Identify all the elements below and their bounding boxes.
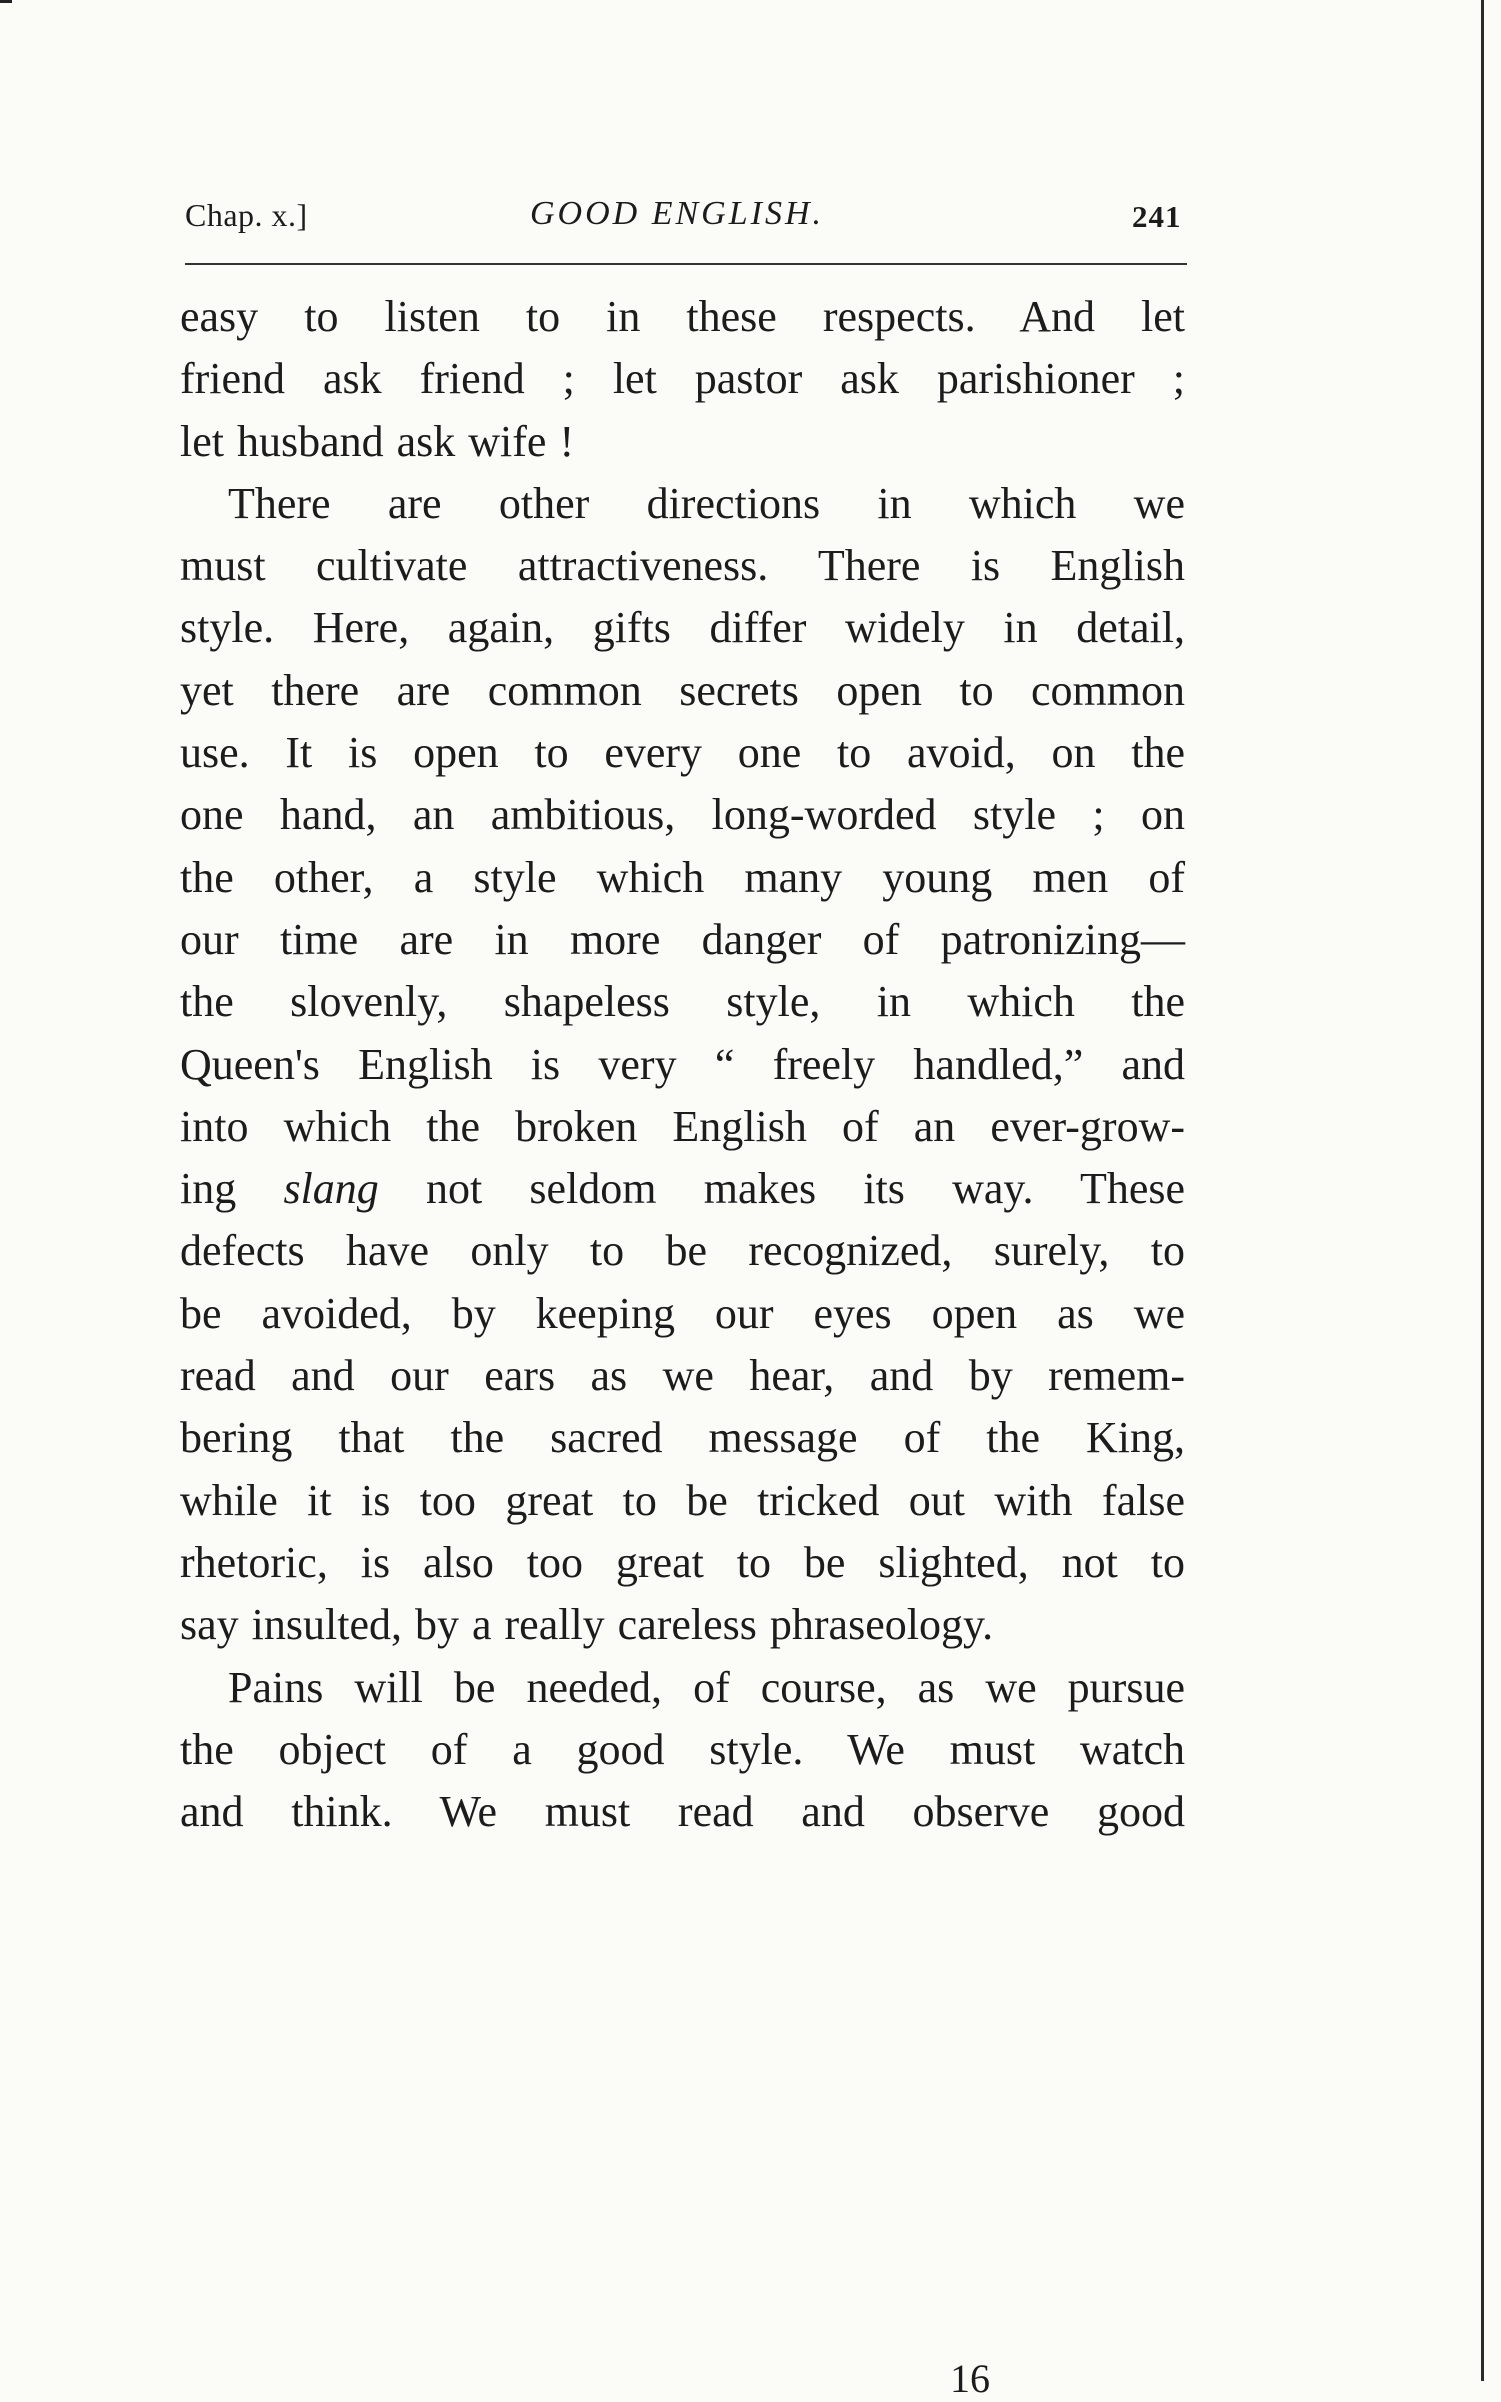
text-line: read and our ears as we hear, and by remem- [180,1351,1185,1401]
text-line: Pains will be needed, of course, as we pursue [228,1662,1185,1712]
text-line: the object of a good style. We must watch [180,1724,1185,1774]
text-line: our time are in more danger of patronizing— [180,914,1185,964]
text-line: while it is too great to be tricked out with false [180,1475,1185,1525]
text-line: Queen's English is very “ freely handled,” and [180,1039,1185,1089]
text-line: the other, a style which many young men of [180,852,1185,902]
page-number: 241 [1132,199,1182,234]
text-line: easy to listen to in these respects. And let [180,292,1185,341]
text-line: friend ask friend ; let pastor ask parishioner ; [180,354,1185,404]
text-line: There are other directions in which we [228,478,1185,528]
chapter-label: Chap. x.] [185,197,308,233]
italic-word: slang [283,1164,379,1214]
text-line: the slovenly, shapeless style, in which the [180,977,1185,1027]
text-line: yet there are common secrets open to common [180,665,1185,715]
text-line: into which the broken English of an ever-grow- [180,1101,1185,1151]
text-line: one hand, an ambitious, long-worded style ; on [180,790,1185,840]
text-line: bering that the sacred message of the King, [180,1413,1185,1463]
text-line: say insulted, by a really careless phraseology. [180,1600,994,1650]
text-line-with-italic [180,1158,1185,1220]
text-line: rhetoric, is also too great to be slighted, not to [180,1537,1185,1587]
text-line: be avoided, by keeping our eyes open as we [180,1288,1185,1338]
running-title: GOOD ENGLISH. [530,195,824,232]
running-header [0,195,1501,239]
text-line: and think. We must read and observe good [180,1787,1185,1837]
text-line: must cultivate attractiveness. There is English [180,541,1185,591]
page-edge-right [1481,0,1484,2381]
text-line: use. It is open to every one to avoid, on the [180,728,1185,778]
signature-mark: 16 [950,2356,990,2401]
text-line: defects have only to be recognized, surely, to [180,1226,1185,1276]
scan-mark [0,0,12,3]
text-line: let husband ask wife ! [180,416,575,466]
text-fragment: not seldom makes its way. These [378,1164,1186,1214]
body-text [180,286,1185,1843]
header-rule [185,263,1187,265]
text-fragment: ing [180,1164,284,1214]
text-line: style. Here, again, gifts differ widely in detail, [180,603,1185,653]
